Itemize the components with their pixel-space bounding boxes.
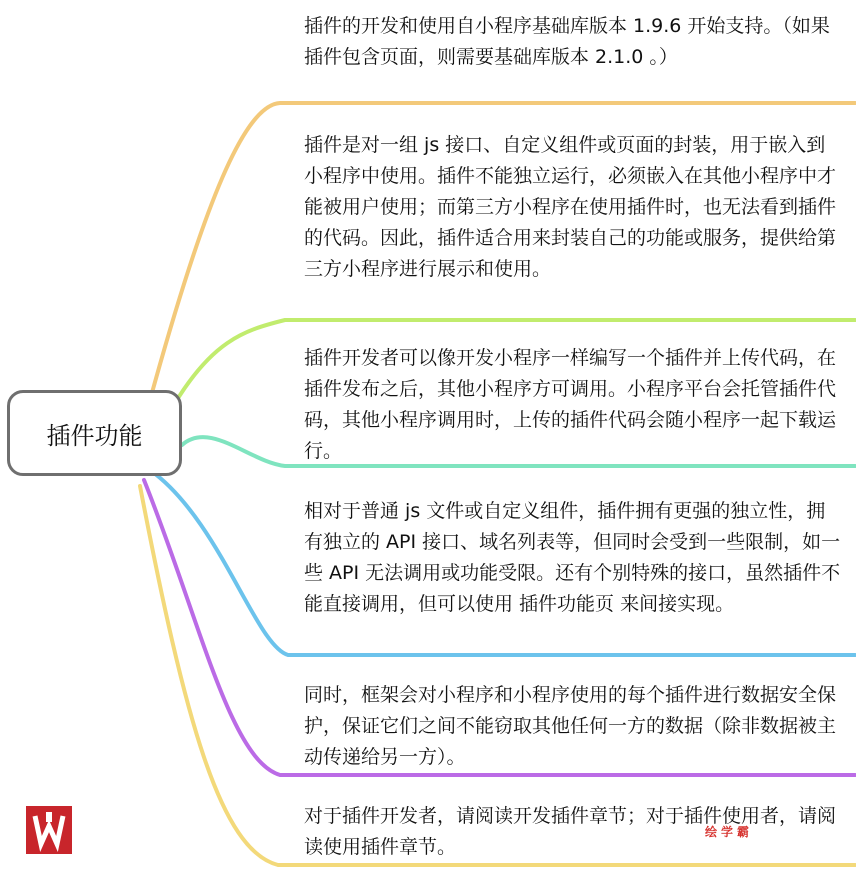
node-text-1: 插件的开发和使用自小程序基础库版本 1.9.6 开始支持。（如果插件包含页面，则需要基础库版本 2.1.0 。） <box>304 15 830 68</box>
brand-logo-icon <box>26 806 72 854</box>
root-node-label: 插件功能 <box>46 421 143 450</box>
node-text-3: 插件开发者可以像开发小程序一样编写一个插件并上传代码，在插件发布之后，其他小程序方可调用。小程序平台会托管插件代码，其他小程序调用时，上传的插件代码会随小程序一起下载运行。 <box>304 347 837 462</box>
node-text-4: 相对于普通 js 文件或自定义组件，插件拥有更强的独立性，拥有独立的 API 接口、域名列表等，但同时会受到一些限制，如一些 API 无法调用或功能受限。还有个别特殊的接口，虽然插件不能直接调用，但可以使用 插件功能页 来间接实现。 <box>304 500 841 615</box>
watermark-text: 绘学霸 <box>705 825 754 839</box>
node-text-5: 同时，框架会对小程序和小程序使用的每个插件进行数据安全保护，保证它们之间不能窃取其他任何一方的数据（除非数据被主动传递给另一方）。 <box>304 684 837 768</box>
node-text-2: 插件是对一组 js 接口、自定义组件或页面的封装，用于嵌入到小程序中使用。插件不能独立运行，必须嵌入在其他小程序中才能被用户使用；而第三方小程序在使用插件时，也无法看到插件的代码。因此，插件适合用来封装自己的功能或服务，提供给第三方小程序进行展示和使用。 <box>304 134 837 280</box>
root-node[interactable] <box>7 390 182 476</box>
node-text-6: 对于插件开发者，请阅读开发插件章节；对于插件使用者，请阅读使用插件章节。 <box>304 805 837 858</box>
